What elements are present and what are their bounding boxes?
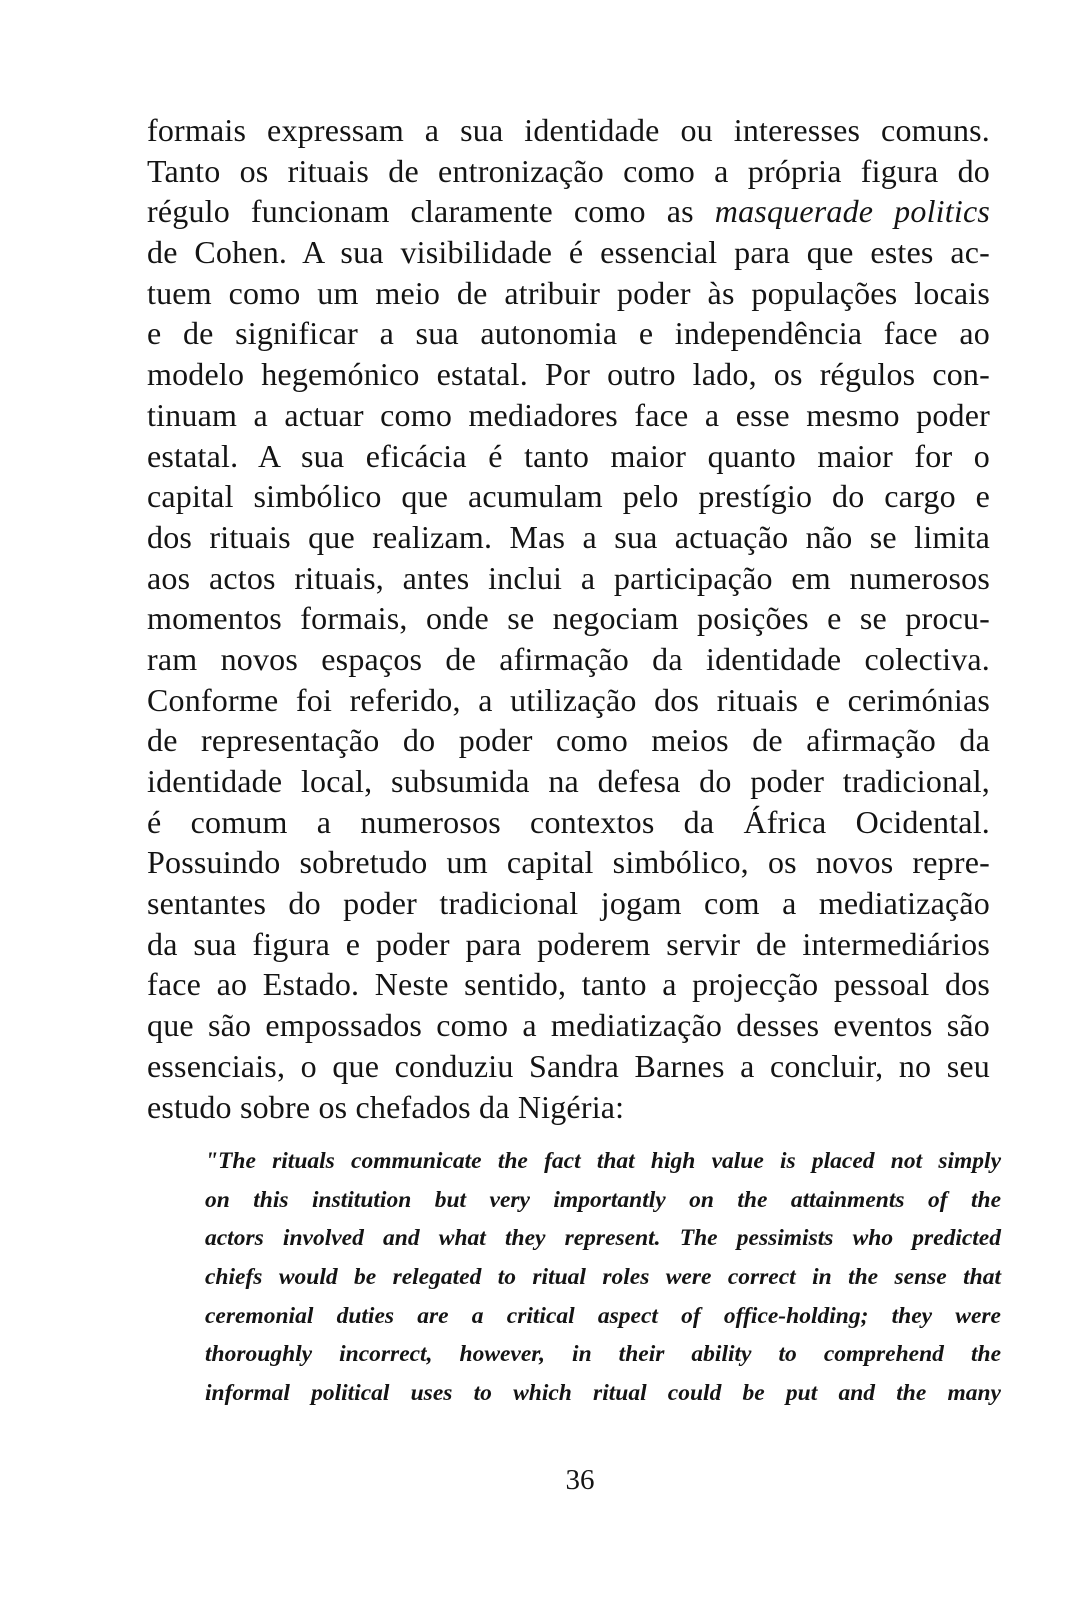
body-paragraph — [147, 110, 990, 1127]
body-line: identidade local, subsumida na defesa do poder tradicional, — [147, 763, 990, 799]
body-line: de representação do poder como meios de afirmação da — [147, 722, 990, 759]
body-line: formais expressam a sua identidade ou interesses comuns. — [147, 112, 990, 148]
body-line: capital simbólico que acumulam pelo prestígio do cargo e — [147, 478, 990, 515]
quote-line: actors involved and what they represent. The pessimists who predicted — [205, 1225, 1001, 1252]
body-line: dos rituais que realizam. Mas a sua actuação não se limita — [147, 518, 990, 555]
body-line: da sua figura e poder para poderem servir de intermediários — [147, 925, 990, 962]
body-line: sentantes do poder tradicional jogam com a mediatização — [147, 885, 990, 922]
body-line-text: régulo funcionam claramente como as — [147, 193, 715, 230]
quote-line: ceremonial duties are a critical aspect of office-holding; they were — [205, 1302, 1001, 1329]
body-line: face ao Estado. Neste sentido, tanto a projecção pessoal dos — [147, 966, 990, 1003]
body-line: Conforme foi referido, a utilização dos rituais e cerimónias — [147, 681, 990, 718]
quote-line: informal political uses to which ritual could be put and the many — [205, 1380, 1001, 1407]
body-line: Tanto os rituais de entronização como a própria figura do — [147, 152, 990, 189]
body-line: tuem como um meio de atribuir poder às populações locais — [147, 274, 990, 311]
body-line: estatal. A sua eficácia é tanto maior quanto maior for o — [147, 437, 990, 474]
quote-line: thoroughly incorrect, however, in their ability to comprehend the — [205, 1341, 1001, 1368]
body-line: Possuindo sobretudo um capital simbólico, os novos repre- — [147, 844, 990, 881]
italic-term: masquerade politics — [714, 193, 990, 230]
body-line: é comum a numerosos contextos da África Ocidental. — [147, 803, 990, 840]
body-line: essenciais, o que conduziu Sandra Barnes a concluir, no seu — [147, 1047, 990, 1084]
quote-line: chiefs would be relegated to ritual roles were correct in the sense that — [205, 1264, 1001, 1291]
body-line: tinuam a actuar como mediadores face a esse mesmo poder — [147, 396, 990, 433]
body-line: momentos formais, onde se negociam posições e se procu- — [147, 600, 990, 637]
block-quote — [205, 1142, 1001, 1413]
body-line: de Cohen. A sua visibilidade é essencial para que estes ac- — [147, 234, 990, 271]
body-line: aos actos rituais, antes inclui a participação em numerosos — [147, 559, 990, 596]
body-line: que são empossados como a mediatização desses eventos são — [147, 1007, 990, 1044]
body-line: modelo hegemónico estatal. Por outro lado, os régulos con- — [147, 356, 990, 393]
quote-line: on this institution but very importantly on the attainments of the — [205, 1186, 1001, 1213]
body-line: e de significar a sua autonomia e independência face ao — [147, 315, 990, 352]
quote-line: "The rituals communicate the fact that high value is placed not simply — [205, 1148, 1001, 1174]
body-line — [147, 191, 990, 232]
body-line: estudo sobre os chefados da Nigéria: — [147, 1088, 625, 1125]
page-number: 36 — [565, 1464, 595, 1496]
body-line: ram novos espaços de afirmação da identidade colectiva. — [147, 640, 990, 677]
